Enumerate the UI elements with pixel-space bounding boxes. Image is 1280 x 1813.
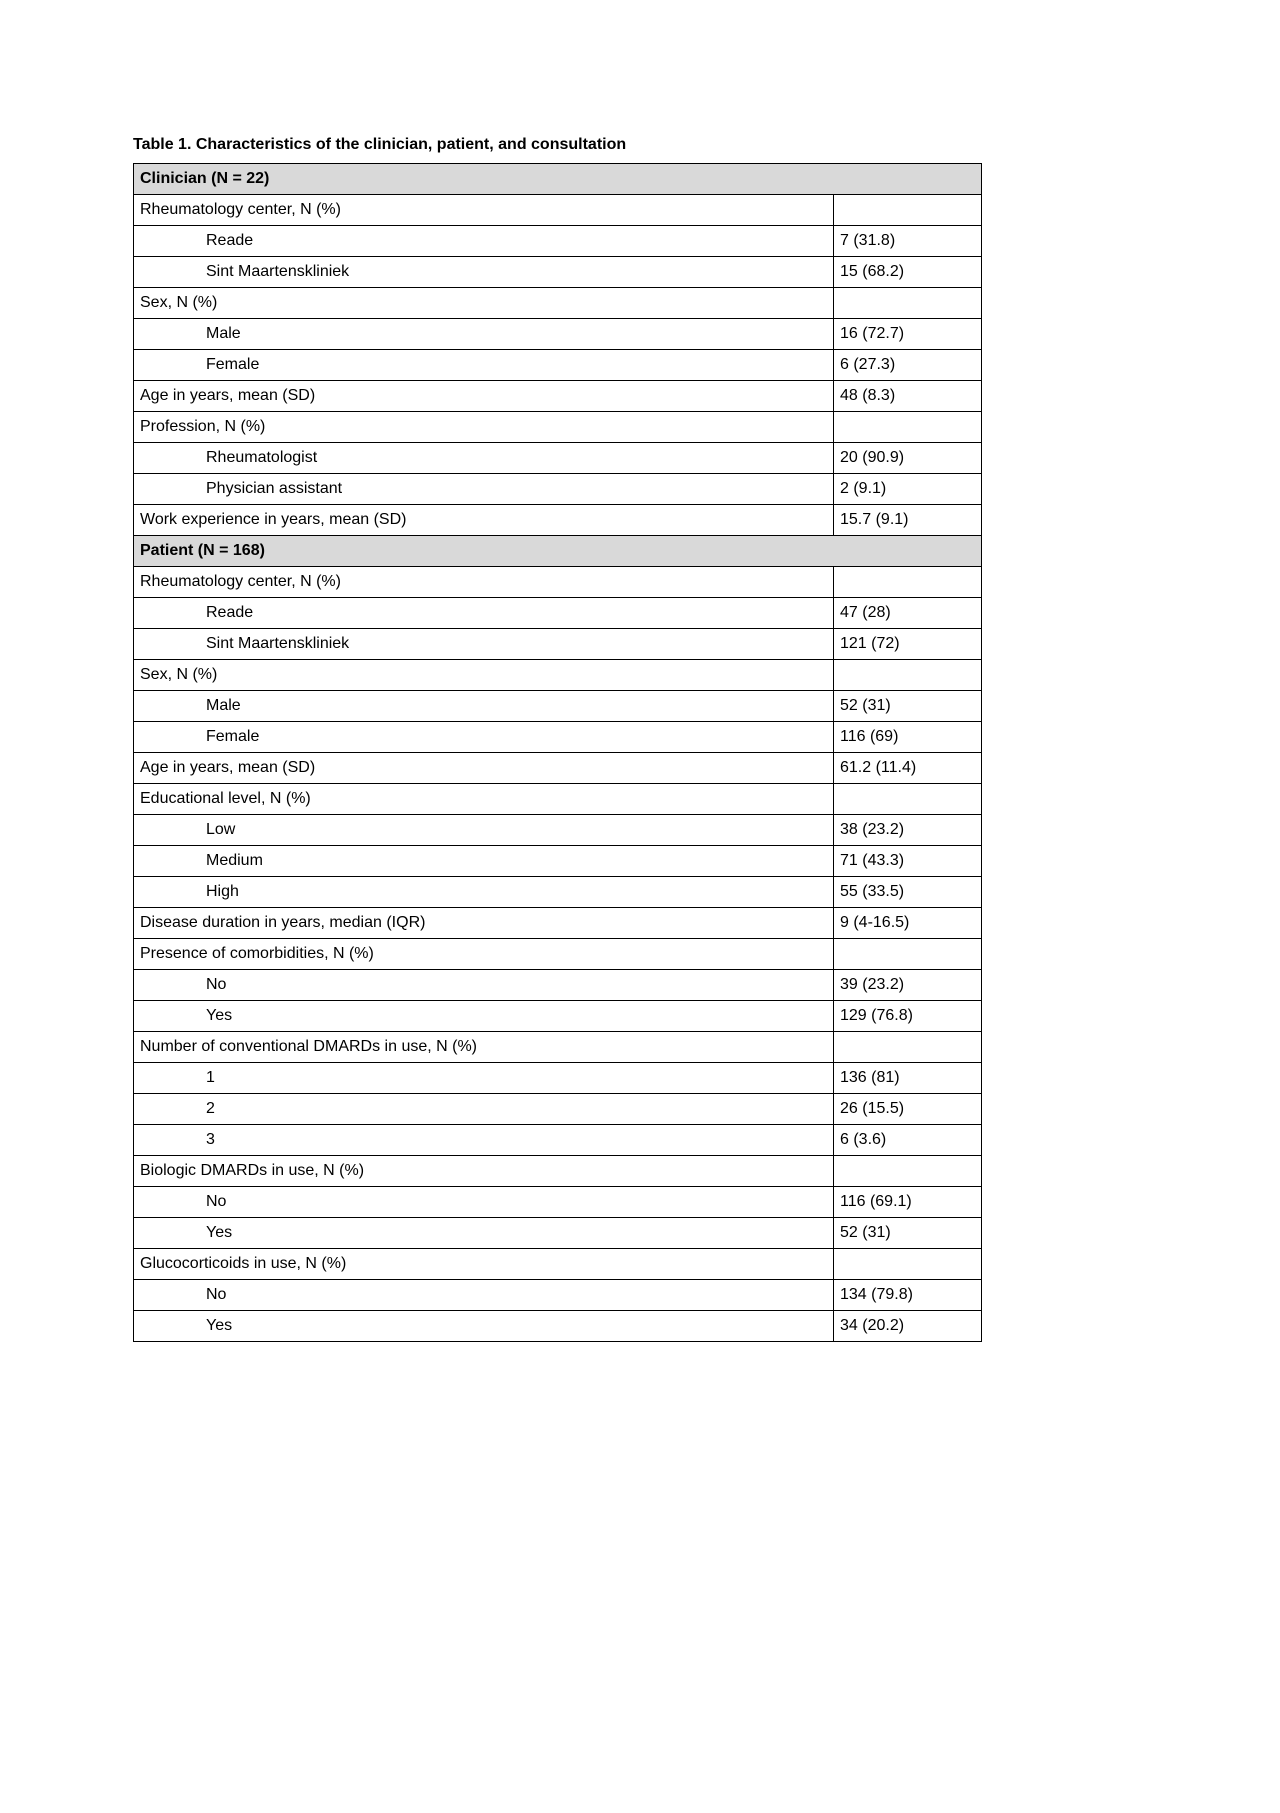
row-label: No (134, 970, 834, 1001)
row-label: 1 (134, 1063, 834, 1094)
table-row (134, 970, 982, 1001)
table-row (134, 1280, 982, 1311)
table-row (134, 660, 982, 691)
table-row (134, 1001, 982, 1032)
row-value: 34 (20.2) (834, 1311, 982, 1342)
row-value: 38 (23.2) (834, 815, 982, 846)
row-value: 129 (76.8) (834, 1001, 982, 1032)
table-row (134, 815, 982, 846)
row-label: Yes (134, 1001, 834, 1032)
row-label: Female (134, 350, 834, 381)
row-label: No (134, 1280, 834, 1311)
row-value: 2 (9.1) (834, 474, 982, 505)
table-row (134, 1032, 982, 1063)
row-label: Profession, N (%) (134, 412, 834, 443)
row-label: Male (134, 319, 834, 350)
table-row (134, 1218, 982, 1249)
row-value: 116 (69.1) (834, 1187, 982, 1218)
row-value: 52 (31) (834, 691, 982, 722)
row-label: 2 (134, 1094, 834, 1125)
table-row (134, 753, 982, 784)
row-value (834, 412, 982, 443)
row-label: Reade (134, 226, 834, 257)
section-header-label: Patient (N = 168) (134, 536, 982, 567)
row-label: No (134, 1187, 834, 1218)
row-value: 116 (69) (834, 722, 982, 753)
row-label: Glucocorticoids in use, N (%) (134, 1249, 834, 1280)
row-value: 39 (23.2) (834, 970, 982, 1001)
row-value: 20 (90.9) (834, 443, 982, 474)
row-value: 55 (33.5) (834, 877, 982, 908)
row-value (834, 660, 982, 691)
row-value: 52 (31) (834, 1218, 982, 1249)
row-label: Sint Maartenskliniek (134, 629, 834, 660)
row-value: 121 (72) (834, 629, 982, 660)
row-label: Work experience in years, mean (SD) (134, 505, 834, 536)
row-value: 16 (72.7) (834, 319, 982, 350)
table-row (134, 939, 982, 970)
row-label: Disease duration in years, median (IQR) (134, 908, 834, 939)
table-row (134, 350, 982, 381)
row-label: Age in years, mean (SD) (134, 381, 834, 412)
table-row (134, 319, 982, 350)
table-row (134, 195, 982, 226)
table-row (134, 226, 982, 257)
table-row (134, 567, 982, 598)
table-row (134, 412, 982, 443)
table-body (134, 164, 982, 1342)
row-label: Rheumatologist (134, 443, 834, 474)
row-value: 6 (27.3) (834, 350, 982, 381)
table-row (134, 1311, 982, 1342)
table-row (134, 1094, 982, 1125)
table-row (134, 381, 982, 412)
row-label: Medium (134, 846, 834, 877)
table-title: Table 1. Characteristics of the clinician, patient, and consultation (133, 136, 627, 153)
row-label: Number of conventional DMARDs in use, N (%) (134, 1032, 834, 1063)
row-label: Educational level, N (%) (134, 784, 834, 815)
row-value: 48 (8.3) (834, 381, 982, 412)
row-label: Female (134, 722, 834, 753)
row-value: 26 (15.5) (834, 1094, 982, 1125)
table-row (134, 1125, 982, 1156)
table-row (134, 1063, 982, 1094)
row-value: 15.7 (9.1) (834, 505, 982, 536)
row-label: Yes (134, 1311, 834, 1342)
row-label: Sex, N (%) (134, 660, 834, 691)
table-row (134, 784, 982, 815)
row-label: Age in years, mean (SD) (134, 753, 834, 784)
table-row (134, 474, 982, 505)
row-value: 9 (4-16.5) (834, 908, 982, 939)
row-label: High (134, 877, 834, 908)
row-value (834, 784, 982, 815)
table-row (134, 443, 982, 474)
row-label: Male (134, 691, 834, 722)
row-label: Low (134, 815, 834, 846)
row-value: 15 (68.2) (834, 257, 982, 288)
row-value (834, 567, 982, 598)
table-row (134, 598, 982, 629)
section-header-row (134, 164, 982, 195)
row-value (834, 288, 982, 319)
row-label: Sint Maartenskliniek (134, 257, 834, 288)
row-label: Reade (134, 598, 834, 629)
characteristics-table (133, 163, 982, 1342)
row-value: 7 (31.8) (834, 226, 982, 257)
row-value (834, 1156, 982, 1187)
table-row (134, 1249, 982, 1280)
row-label: Biologic DMARDs in use, N (%) (134, 1156, 834, 1187)
row-value (834, 1249, 982, 1280)
row-label: Physician assistant (134, 474, 834, 505)
table-row (134, 1156, 982, 1187)
table-row (134, 505, 982, 536)
table-row (134, 691, 982, 722)
section-header-label: Clinician (N = 22) (134, 164, 982, 195)
table-row (134, 908, 982, 939)
row-label: Rheumatology center, N (%) (134, 195, 834, 226)
row-value: 71 (43.3) (834, 846, 982, 877)
table-row (134, 722, 982, 753)
table-row (134, 629, 982, 660)
row-label: Yes (134, 1218, 834, 1249)
row-label: Rheumatology center, N (%) (134, 567, 834, 598)
row-value (834, 1032, 982, 1063)
row-value: 61.2 (11.4) (834, 753, 982, 784)
row-value: 136 (81) (834, 1063, 982, 1094)
table-row (134, 288, 982, 319)
row-label: 3 (134, 1125, 834, 1156)
row-value (834, 939, 982, 970)
section-header-row (134, 536, 982, 567)
table-row (134, 846, 982, 877)
row-label: Sex, N (%) (134, 288, 834, 319)
table-row (134, 877, 982, 908)
row-label: Presence of comorbidities, N (%) (134, 939, 834, 970)
row-value (834, 195, 982, 226)
row-value: 47 (28) (834, 598, 982, 629)
row-value: 6 (3.6) (834, 1125, 982, 1156)
table-row (134, 1187, 982, 1218)
table-row (134, 257, 982, 288)
row-value: 134 (79.8) (834, 1280, 982, 1311)
